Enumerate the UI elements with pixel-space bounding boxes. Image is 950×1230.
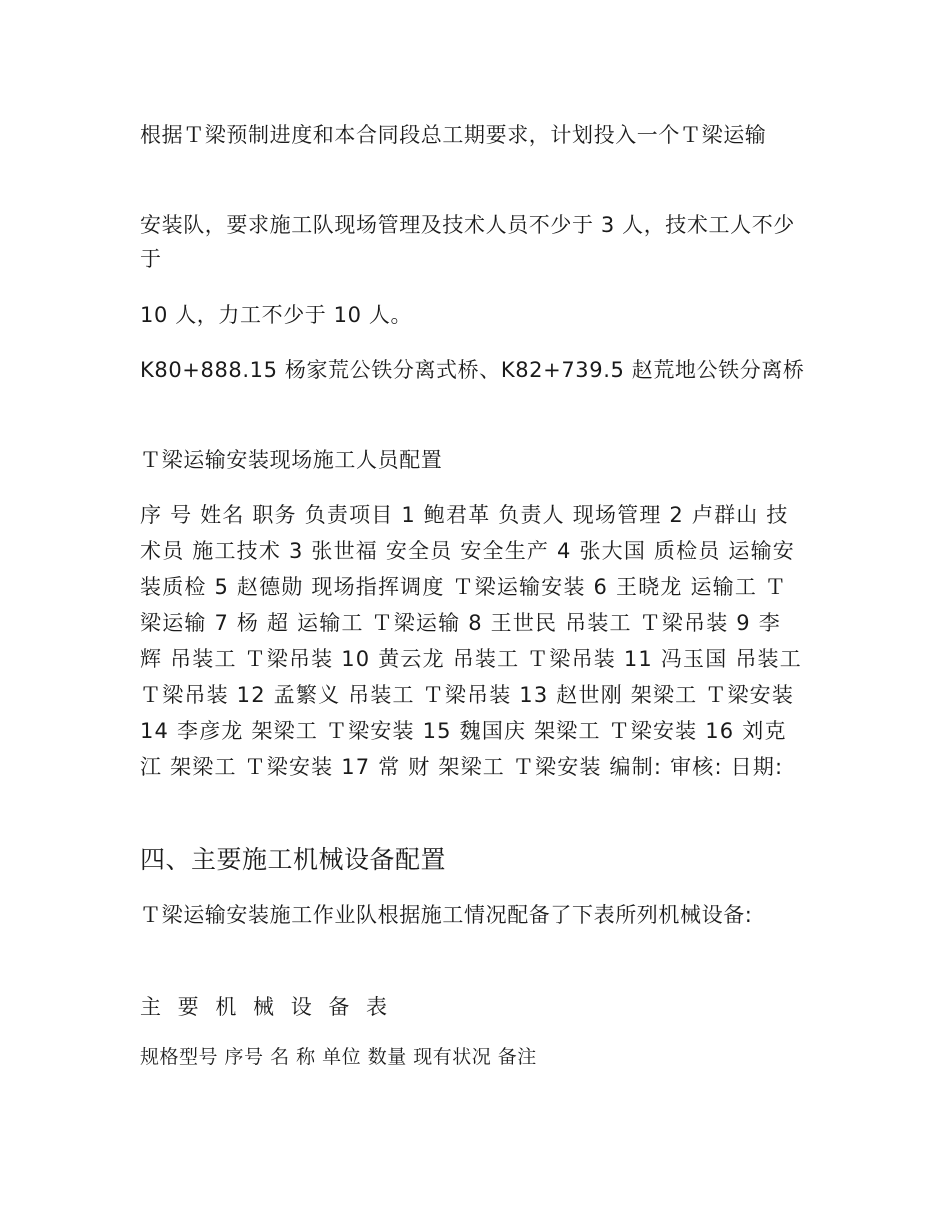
section-title-staff-config: Ｔ梁运输安装现场施工人员配置 xyxy=(140,448,443,472)
section-heading-equipment: 四、主要施工机械设备配置 xyxy=(140,845,447,874)
paragraph-team-requirements: 安装队，要求施工队现场管理及技术人员不少于 3 人，技术工人不少于 xyxy=(140,213,795,271)
paragraph-bridge-names: K80+888.15 杨家荒公铁分离式桥、K82+739.5 赵荒地公铁分离桥 xyxy=(140,358,805,382)
staff-list: 序 号 姓名 职务 负责项目 1 鲍君革 负责人 现场管理 2 卢群山 技术员 施工技术 3 张世福 安全员 安全生产 4 张大国 质检员 运输安装质检 5 赵德勋 现场指挥调度 Ｔ梁运输安装 6 王晓龙 运输工 Ｔ梁运输 7 杨 超 运输工 Ｔ梁运输 8 王世民 吊装工 Ｔ梁吊装 9 李 辉 吊装工 Ｔ梁吊装 10 黄云龙 吊装工 Ｔ梁吊装 11 冯玉国 吊装工 Ｔ梁吊装 12 孟繁义 吊装工 Ｔ梁吊装 13 赵世刚 架梁工 Ｔ梁安装 14 李彦龙 架梁工 Ｔ梁安装 15 魏国庆 架梁工 Ｔ梁安装 16 刘克江 架梁工 Ｔ梁安装 17 常 财 架梁工 Ｔ梁安装 编制: 审核: 日期: xyxy=(140,503,802,779)
paragraph-labor-requirements: 10 人，力工不少于 10 人。 xyxy=(140,303,413,327)
paragraph-equipment-intro: Ｔ梁运输安装施工作业队根据施工情况配备了下表所列机械设备: xyxy=(140,903,753,927)
table-header-equipment: 规格型号 序号 名 称 单位 数量 现有状况 备注 xyxy=(140,1046,537,1068)
paragraph-plan-intro: 根据Ｔ梁预制进度和本合同段总工期要求，计划投入一个Ｔ梁运输 xyxy=(140,123,767,147)
table-title-equipment: 主 要 机 械 设 备 表 xyxy=(140,995,393,1019)
